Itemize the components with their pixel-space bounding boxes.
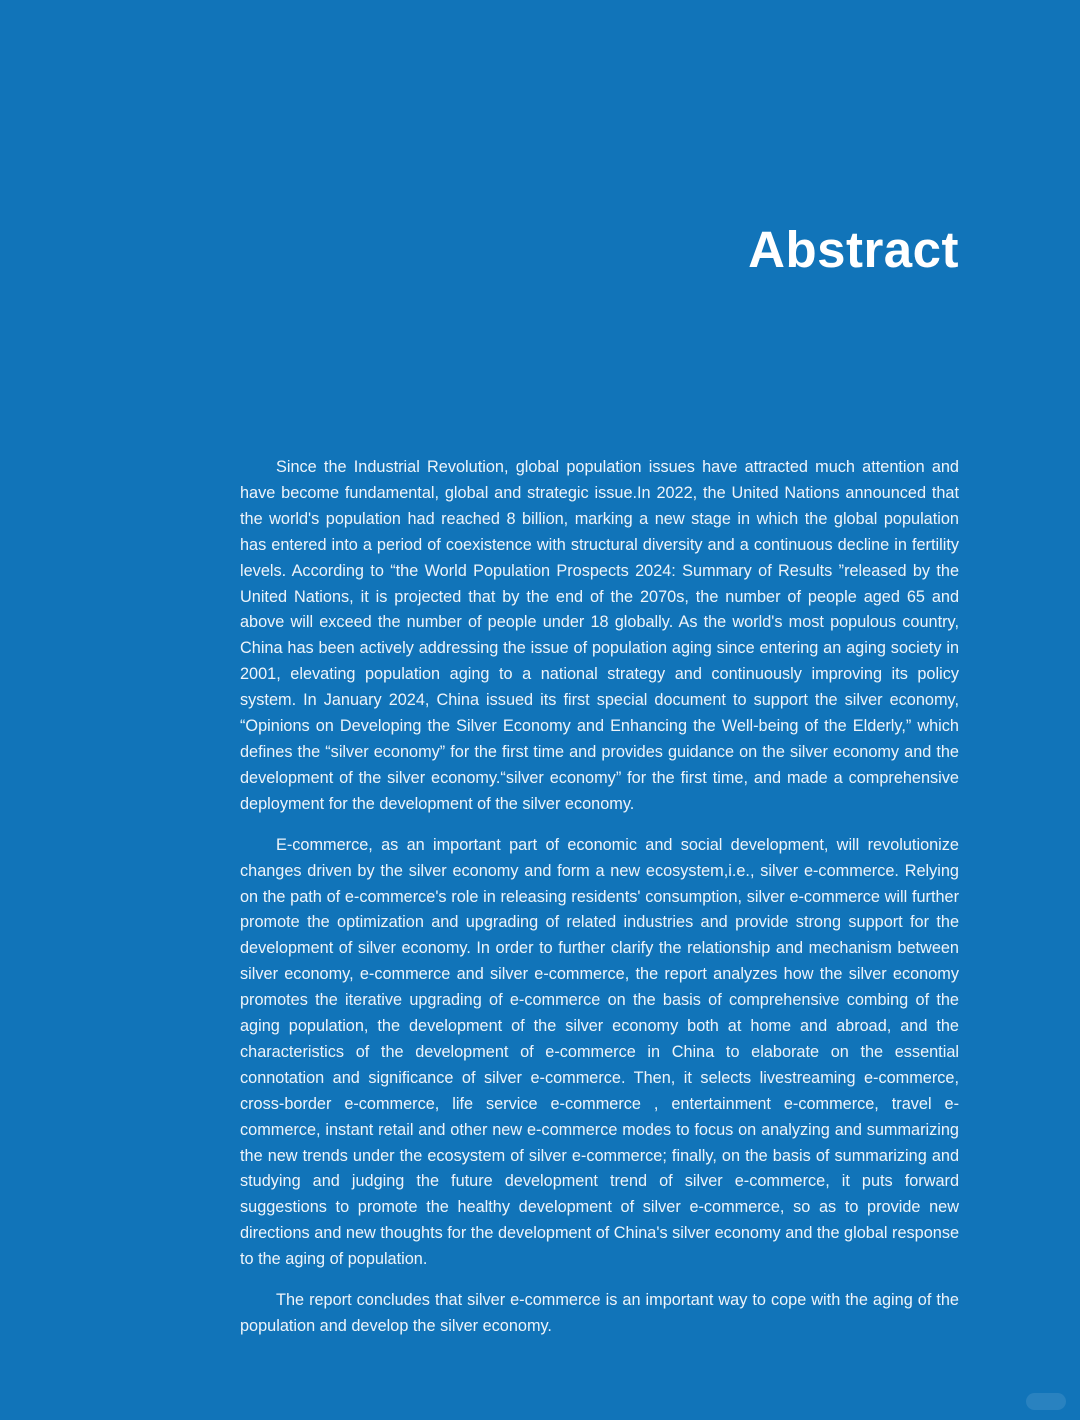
abstract-paragraph-1: Since the Industrial Revolution, global population issues have attracted much attention and have become fundamental, global and strategic issue.In 2022, the United Nations announced that the world's population had reached 8 billion, marking a new stage in which the global population has entered into a period of coexistence with structural diversity and a continuous decline in fertility levels. According to “the World Population Prospects 2024: Summary of Results ”released by the United Nations, it is projected that by the end of the 2070s, the number of people aged 65 and above will exceed the number of people under 18 globally. As the world's most populous country, China has been actively addressing the issue of population aging since entering an aging society in 2001, elevating population aging to a national strategy and continuously improving its policy system. In January 2024, China issued its first special document to support the silver economy, “Opinions on Developing the Silver Economy and Enhancing the Well-being of the Elderly,” which defines the “silver economy” for the first time and provides guidance on the silver economy and the development of the silver economy.“silver economy” for the first time, and made a comprehensive deployment for the development of the silver economy. [240,458,959,813]
abstract-paragraph-2: E-commerce, as an important part of economic and social development, will revolutionize changes driven by the silver economy and form a new ecosystem,i.e., silver e-commerce. Relying on the path of e-commerce's role in releasing residents' consumption, silver e-commerce will further promote the optimization and upgrading of related industries and provide strong support for the development of silver economy. In order to further clarify the relationship and mechanism between silver economy, e-commerce and silver e-commerce, the report analyzes how the silver economy promotes the iterative upgrading of e-commerce on the basis of comprehensive combing of the aging population, the development of the silver economy both at home and abroad, and the characteristics of the development of e-commerce in China to elaborate on the essential connotation and significance of silver e-commerce. Then, it selects livestreaming e-commerce, cross-border e-commerce, life service e-commerce , entertainment e-commerce, travel e-commerce, instant retail and other new e-commerce modes to focus on analyzing and summarizing the new trends under the ecosystem of silver e-commerce; finally, on the basis of summarizing and studying and judging the future development trend of silver e-commerce, it puts forward suggestions to promote the healthy development of silver e-commerce, so as to provide new directions and new thoughts for the development of China's silver economy and the global response to the aging of population. [240,835,960,1269]
abstract-body [240,455,959,1355]
abstract-paragraph-3: The report concludes that silver e-commerce is an important way to cope with the aging of the population and develop the silver economy. [240,1291,959,1335]
page-title: Abstract [748,221,959,278]
watermark-logo [1026,1393,1066,1410]
